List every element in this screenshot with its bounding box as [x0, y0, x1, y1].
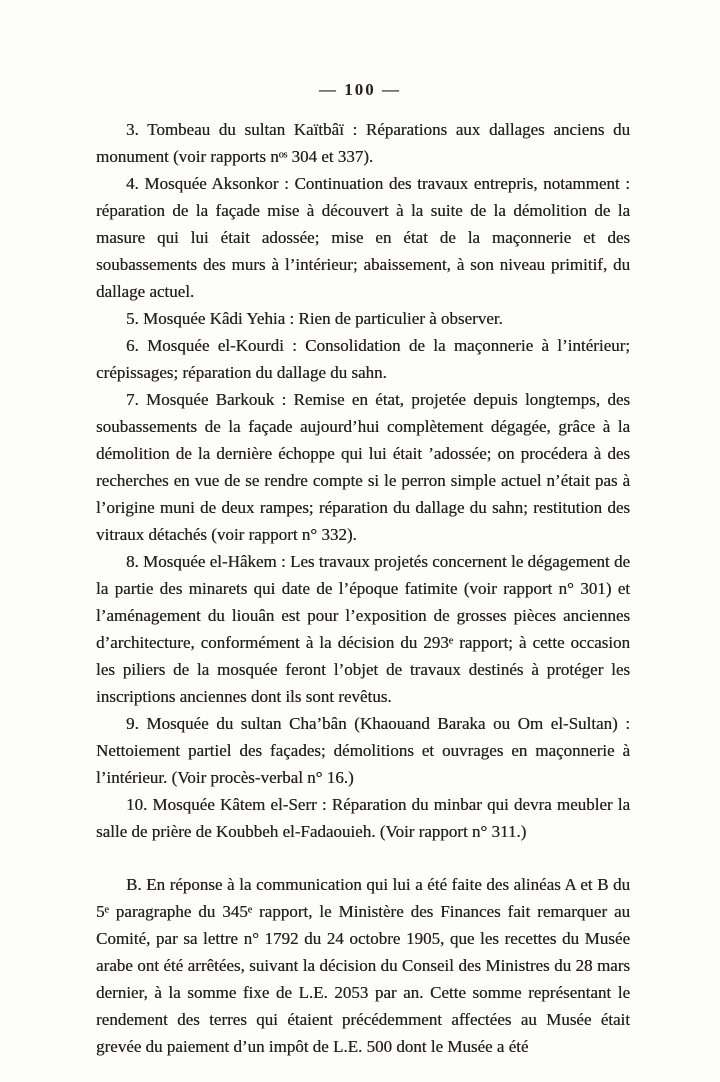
paragraph-item-6: 6. Mosquée el-Kourdi : Consolidation de la maçonnerie à l’intérieur; crépissages; réparation du dallage du sahn.: [96, 336, 630, 382]
paragraph-item-8: 8. Mosquée el-Hâkem : Les travaux projetés concernent le dégagement de la partie des minarets qui date de l’époque fatimite (voir rapport n° 301) et l’aménagement du liouân est pour l’exposition de grosses pièces anciennes d’architecture, conformément à la décision du 293ᵉ rapport; à cette occasion les piliers de la mosquée feront l’objet de travaux destinés à protéger les inscriptions anciennes dont ils sont revêtus.: [96, 552, 630, 706]
paragraph-item-10: 10. Mosquée Kâtem el-Serr : Réparation du minbar qui devra meubler la salle de prière de Koubbeh el-Fadaouieh. (Voir rapport n° 311.): [96, 795, 630, 841]
paragraph-section-b: B. En réponse à la communication qui lui a été faite des alinéas A et B du 5ᵉ paragraphe du 345ᵉ rapport, le Ministère des Finances fait remarquer au Comité, par sa lettre n° 1792 du 24 octobre 1905, que les recettes du Musée arabe ont été arrêtées, suivant la décision du Conseil des Ministres du 28 mars dernier, à la somme fixe de L.E. 2053 par an. Cette somme représentant le rendement des terres qui étaient précédemment affectées au Musée était grevée du paiement d’un impôt de L.E. 500 dont le Musée a été: [96, 875, 630, 1056]
paragraph-item-3: 3. Tombeau du sultan Kaïtbâï : Réparations aux dallages anciens du monument (voir rapports nᵒˢ 304 et 337).: [96, 120, 630, 166]
paragraph-item-9: 9. Mosquée du sultan Cha’bân (Khaouand Baraka ou Om el-Sultan) : Nettoiement partiel des façades; démolitions et ouvrages en maçonnerie à l’intérieur. (Voir procès-verbal n° 16.): [96, 714, 630, 787]
paragraph-item-4: 4. Mosquée Aksonkor : Continuation des travaux entrepris, notamment : réparation de la façade mise à découvert à la suite de la démolition de la masure qui lui était adossée; mise en état de la maçonnerie et des soubassements des murs à l’intérieur; abaissement, à son niveau primitif, du dallage actuel.: [96, 174, 630, 301]
paragraph-item-5: 5. Mosquée Kâdi Yehia : Rien de particulier à observer.: [126, 309, 503, 328]
text-block: [96, 116, 630, 1060]
paragraph-item-7: 7. Mosquée Barkouk : Remise en état, projetée depuis longtemps, des soubassements de la façade aujourd’hui complètement dégagée, grâce à la démolition de la dernière échoppe qui lui était ’adossée; on procédera à des recherches en vue de se rendre compte si le perron simple actuel n’était pas à l’origine muni de deux rampes; réparation du dallage du sahn; restitution des vitraux détachés (voir rapport n° 332).: [96, 390, 630, 544]
page-number: — 100 —: [319, 80, 401, 99]
